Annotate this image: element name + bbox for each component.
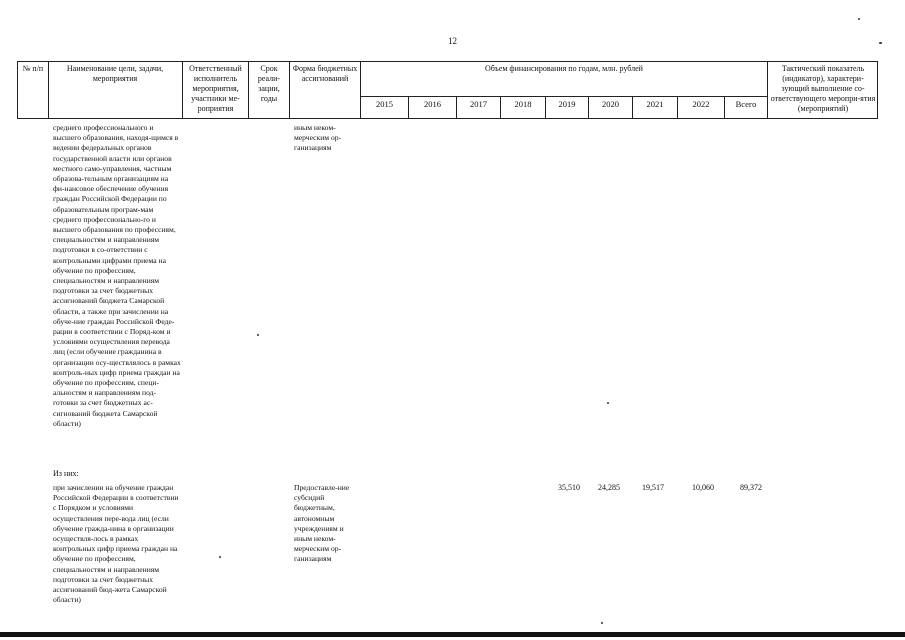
- year-2021: 2021: [646, 99, 664, 109]
- col-divider: [48, 61, 49, 119]
- year-2020: 2020: [602, 99, 619, 109]
- row1-name: среднего профессионального и высшего образования, находя-щимся в ведении федеральных органов государственной власти или органов местного само-управления, частным образова-тельным организациям на фи-нансовое обеспечение обучения граждан Российской Федерации по образовательным програм-мам среднего профессионально-го и высшего образования по профессиям, специальностям и направлениям подготовки в со-ответствии с контрольными цифрами приема на обучение по профессиям, специальностям и направлениям подготовки за счет бюджетных ассигнований бюджета Самарской области, а также при зачислении на обуче-ние граждан Российской Феде-рации в соответствии с Поряд-ком и условиями осуществления перевода лиц (если обучение гражданина в организации осу-ществлялось в рамках контроль-ных цифр приема граждан на обучение по профессиям, специ-альностям и направлениям под-готовки за счет бюджетных ас-сигнований бюджета Самарской области): [53, 123, 181, 428]
- header-col-responsible: Ответственный исполнитель мероприятия, участники ме-роприятия: [189, 64, 242, 113]
- scan-speck: [607, 402, 609, 404]
- col-divider: [360, 61, 361, 119]
- year-2016: 2016: [424, 99, 441, 109]
- year-2015: 2015: [376, 99, 393, 109]
- col-divider: [248, 61, 249, 119]
- row1-form: иным неком-мерческим ор-ганизациям: [294, 123, 342, 153]
- value-total: 89,372: [740, 483, 762, 492]
- year-2019: 2019: [558, 99, 576, 109]
- scan-speck: [601, 622, 603, 624]
- header-col-volume: Объем финансирования по годам, млн. рублей: [485, 64, 643, 73]
- header-col-num: № п/п: [22, 64, 44, 73]
- header-col-term: Срок реали-зации, годы: [257, 64, 281, 103]
- header-col-indicator: Тактический показатель (индикатор), характери-зующий выполнение со-ответствующего меропри-ятия (мероприятий): [770, 64, 876, 113]
- scan-speck: [879, 42, 882, 44]
- year-row-line: [360, 96, 767, 97]
- row2-name: при зачислении на обучение граждан Российской Федерации в соответствии с Порядком и условиями осуществления пере-вода лиц (если обучение гражда-нина в организации осуществля-лось в рамках контрольных цифр приема граждан на обучение по профессиям, специальностям и направлениям подготовки за счет бюджетных ассигнований бюд-жета Самарской области): [53, 483, 179, 605]
- year-total: Всего: [735, 99, 757, 109]
- value-2022: 10,060: [692, 483, 714, 492]
- year-2022: 2022: [692, 99, 710, 109]
- year-2017: 2017: [470, 99, 487, 109]
- value-2020: 24,285: [598, 483, 620, 492]
- scan-speck: [858, 18, 860, 20]
- header-col-name: Наименование цели, задачи, мероприятия: [66, 64, 164, 83]
- col-divider: [767, 61, 768, 119]
- page-bottom-border: [0, 632, 905, 637]
- scan-speck: [219, 556, 221, 558]
- of-them-label: Из них:: [53, 469, 79, 478]
- scan-speck: [257, 334, 259, 336]
- col-divider: [289, 61, 290, 119]
- value-2021: 19,517: [642, 483, 664, 492]
- row2-form: Предоставле-ние субсидий бюджетным, автономным учреждениям и иным неком-мерческим ор-ганизациям: [294, 483, 350, 564]
- page-number: 12: [448, 36, 457, 46]
- year-2018: 2018: [514, 99, 532, 109]
- col-divider: [182, 61, 183, 119]
- value-2019: 35,510: [558, 483, 580, 492]
- header-col-form: Форма бюджетных ассигнований: [292, 64, 358, 83]
